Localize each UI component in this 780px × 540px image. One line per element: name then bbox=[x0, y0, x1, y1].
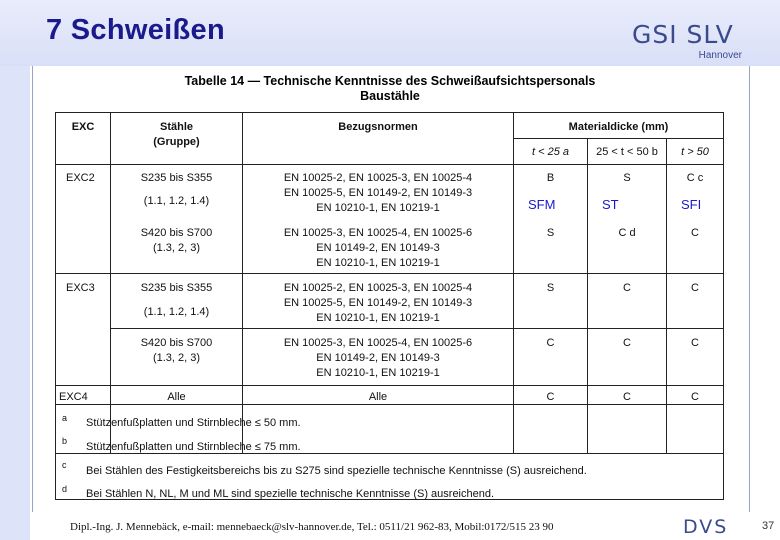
row2-t3: C bbox=[691, 227, 699, 239]
table-border-right bbox=[723, 112, 724, 500]
row1-norms-c: EN 10210-1, EN 10219-1 bbox=[316, 202, 440, 214]
table-border-top bbox=[55, 112, 724, 113]
row3-norms-b: EN 10025-5, EN 10149-2, EN 10149-3 bbox=[283, 297, 473, 309]
row1-t2: S bbox=[623, 172, 631, 184]
row-sep-exc4 bbox=[55, 385, 724, 386]
table-border-left bbox=[55, 112, 56, 500]
row5-t3: C bbox=[691, 391, 699, 403]
row3-t1: S bbox=[546, 282, 555, 294]
header-exc: EXC bbox=[71, 121, 95, 133]
row-sep-exc3b bbox=[110, 328, 724, 329]
footer-contact: Dipl.-Ing. J. Mennebäck, e-mail: mennebaeck@slv-hannover.de, Tel.: 0511/21 962-83, Mobil:0172/515 23 90 bbox=[70, 521, 554, 533]
header-steels-group: (Gruppe) bbox=[153, 136, 200, 148]
footnote-c-text: Bei Stählen des Festigkeitsbereichs bis zu S275 sind spezielle technische Kenntnisse (S) ausreichend. bbox=[86, 465, 587, 477]
slide-title: 7 Schweißen bbox=[46, 14, 225, 46]
row3-t3: C bbox=[691, 282, 699, 294]
overlay-sfm: SFM bbox=[528, 197, 556, 212]
requirements-table bbox=[50, 69, 730, 509]
row4-group: (1.3, 2, 3) bbox=[152, 352, 201, 364]
row4-t2: C bbox=[623, 337, 631, 349]
footnote-b-text: Stützenfußplatten und Stirnbleche ≤ 75 mm. bbox=[86, 441, 301, 453]
row-exc2-label: EXC2 bbox=[66, 172, 95, 184]
header-t2: 25 < t < 50 b bbox=[596, 146, 658, 158]
row4-norms-b: EN 10149-2, EN 10149-3 bbox=[316, 352, 440, 364]
thickness-subdivider bbox=[513, 138, 724, 139]
left-band bbox=[0, 66, 30, 540]
row2-norms-a: EN 10025-3, EN 10025-4, EN 10025-6 bbox=[283, 227, 473, 239]
row4-norms-a: EN 10025-3, EN 10025-4, EN 10025-6 bbox=[283, 337, 473, 349]
row2-norms-b: EN 10149-2, EN 10149-3 bbox=[316, 242, 440, 254]
document-page bbox=[50, 69, 730, 509]
footnote-a-mark: a bbox=[62, 413, 68, 423]
overlay-sfi: SFI bbox=[681, 197, 702, 212]
row2-norms-c: EN 10210-1, EN 10219-1 bbox=[316, 257, 440, 269]
row1-norms-a: EN 10025-2, EN 10025-3, EN 10025-4 bbox=[283, 172, 473, 184]
table-subtitle: Baustähle bbox=[360, 89, 420, 103]
footnote-d-text: Bei Stählen N, NL, M und ML sind spezielle technische Kenntnisse (S) ausreichend. bbox=[86, 488, 495, 500]
footnote-d-mark: d bbox=[62, 484, 68, 494]
header-divider bbox=[55, 164, 724, 165]
header-t1: t < 25 a bbox=[531, 146, 569, 158]
row1-steel: S235 bis S355 bbox=[140, 172, 213, 184]
row2-t1: S bbox=[546, 227, 555, 239]
row4-t3: C bbox=[691, 337, 699, 349]
col-line-4 bbox=[587, 138, 588, 454]
row3-t2: C bbox=[623, 282, 631, 294]
row1-t3: C c bbox=[686, 172, 704, 184]
logo-sub-text: Hannover bbox=[698, 50, 742, 61]
row1-norms-b: EN 10025-5, EN 10149-2, EN 10149-3 bbox=[283, 187, 473, 199]
row5-t1: C bbox=[546, 391, 555, 403]
row-sep-exc3 bbox=[55, 273, 724, 274]
row3-norms-c: EN 10210-1, EN 10219-1 bbox=[316, 312, 440, 324]
row2-t2: C d bbox=[618, 227, 636, 239]
row-sep-exc4-bottom bbox=[55, 404, 724, 405]
row4-steel: S420 bis S700 bbox=[140, 337, 213, 349]
footnote-a-text: Stützenfußplatten und Stirnbleche ≤ 50 mm. bbox=[86, 417, 301, 429]
footnote-b-mark: b bbox=[62, 436, 68, 446]
logo-main-text: GSI SLV bbox=[632, 20, 734, 49]
row3-group: (1.1, 1.2, 1.4) bbox=[143, 306, 210, 318]
header-steels: Stähle bbox=[159, 121, 193, 133]
row5-steel: Alle bbox=[167, 391, 186, 403]
row1-t1: B bbox=[546, 172, 555, 184]
header-norms: Bezugsnormen bbox=[338, 121, 418, 133]
header-t3: t > 50 bbox=[681, 146, 709, 158]
page-number: 37 bbox=[762, 520, 775, 532]
overlay-st: ST bbox=[602, 197, 619, 212]
row-exc4-label: EXC4 bbox=[59, 391, 88, 403]
row5-norms: Alle bbox=[368, 391, 388, 403]
footnote-c-mark: c bbox=[62, 460, 67, 470]
table-title: Tabelle 14 — Technische Kenntnisse des Schweißaufsichtspersonals bbox=[184, 74, 596, 88]
footnote-divider bbox=[55, 453, 724, 454]
col-line-5 bbox=[666, 138, 667, 454]
row2-steel: S420 bis S700 bbox=[140, 227, 213, 239]
row4-t1: C bbox=[546, 337, 555, 349]
dvs-logo: DVS bbox=[683, 516, 729, 538]
row2-group: (1.3, 2, 3) bbox=[152, 242, 201, 254]
row-exc3-label: EXC3 bbox=[66, 282, 95, 294]
row3-norms-a: EN 10025-2, EN 10025-3, EN 10025-4 bbox=[283, 282, 473, 294]
row1-group: (1.1, 1.2, 1.4) bbox=[143, 195, 210, 207]
row4-norms-c: EN 10210-1, EN 10219-1 bbox=[316, 367, 440, 379]
row3-steel: S235 bis S355 bbox=[140, 282, 213, 294]
gsi-slv-logo bbox=[632, 20, 744, 64]
row5-t2: C bbox=[623, 391, 631, 403]
header-thickness: Materialdicke (mm) bbox=[568, 121, 669, 133]
